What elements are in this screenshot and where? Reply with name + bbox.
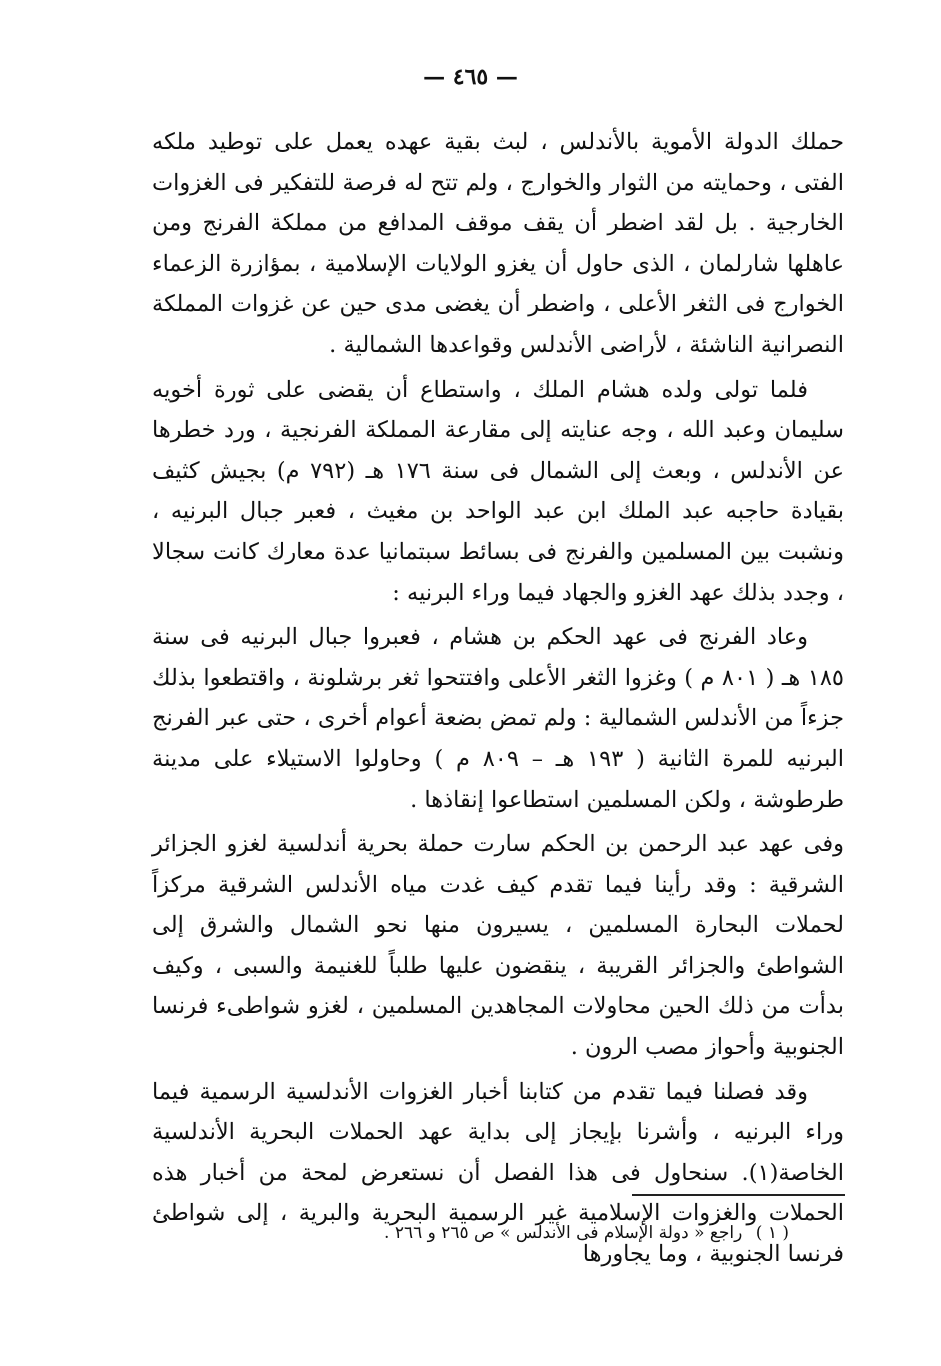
paragraph-3: وعاد الفرنج فى عهد الحكم بن هشام ، فعبروا جبال البرنيه فى سنة ١٨٥ هـ ( ٨٠١ م ) وغزوا الثغر الأعلى وافتتحوا ثغر برشلونة ، واقتطعوا بذلك جزءاً من الأندلس الشمالية : ولم تمض بضعة أعوام أخرى ، حتى عبر الفرنج البرنيه للمرة الثانية ( ١٩٣ هـ – ٨٠٩ م ) وحاولوا الاستيلاء على مدينة طرطوشة ، ولكن المسلمين استطاعوا إنقاذها . — [152, 624, 844, 813]
footnote — [97, 1219, 789, 1247]
page-number: — ٤٦٥ — — [423, 64, 518, 90]
footnote-marker: ( ١ ) — [755, 1223, 789, 1243]
paragraph-4: وفى عهد عبد الرحمن بن الحكم سارت حملة بحرية أندلسية لغزو الجزائر الشرقية : وقد رأينا فيما تقدم كيف غدت مياه الأندلس الشرقية مركزاً لحملات البحارة المسلمين ، يسيرون منها نحو الشمال والشرق إلى الشواطئ والجزائر القريبة ، ينقضون عليها طلباً للغنيمة والسبى ، وكيف بدأت من ذلك الحين محاولات المجاهدين المسلمين ، لغزو شواطىء فرنسا الجنوبية وأحواز مصب الرون . — [152, 831, 844, 1061]
footnote-text: راجع « دولة الإسلام فى الأندلس » ص ٢٦٥ و ٢٦٦ . — [384, 1223, 743, 1243]
paragraph-5: وقد فصلنا فيما تقدم من كتابنا أخبار الغزوات الأندلسية الرسمية فيما وراء البرنيه ، وأشرنا بإيجاز إلى بداية عهد الحملات البحرية الأندلسية الخاصة(١). سنحاول فى هذا الفصل أن نستعرض لمحة من أخبار هذه الحملات والغزوات الإسلامية غير الرسمية البحرية والبرية ، إلى شواطئ فرنسا الجنوبية ، وما يجاورها — [152, 1078, 844, 1268]
paragraph-1: حملك الدولة الأموية بالأندلس ، لبث بقية عهده يعمل على توطيد ملكه الفتى ، وحمايته من الثوار والخوارج ، ولم تتح له فرصة للتفكير فى الغزوات الخارجية . بل لقد اضطر أن يقف موقف المدافع من مملكة الفرنج ومن عاهلها شارلمان ، الذى حاول أن يغزو الولايات الإسلامية ، بمؤازرة الزعماء الخوارج فى الثغر الأعلى ، واضطر أن يغضى مدى حين عن غزوات المملكة النصرانية الناشئة ، لأراضى الأندلس وقواعدها الشمالية . — [152, 129, 844, 358]
footnote-divider — [632, 1194, 845, 1196]
paragraph-2: فلما تولى ولده هشام الملك ، واستطاع أن يقضى على ثورة أخويه سليمان وعبد الله ، وجه عنايته إلى مقارعة المملكة الفرنجية ، ورد خطرها عن الأندلس ، وبعث إلى الشمال فى سنة ١٧٦ هـ (٧٩٢ م) بجيش كثيف بقيادة حاجبه عبد الملك ابن عبد الواحد بن مغيث ، فعبر جبال البرنيه ، ونشبت بين المسلمين والفرنج فى بسائط سبتمانيا عدة معارك كانت سجالا ، وجدد بذلك عهد الغزو والجهاد فيما وراء البرنيه : — [152, 376, 844, 606]
body-text — [152, 122, 844, 1279]
